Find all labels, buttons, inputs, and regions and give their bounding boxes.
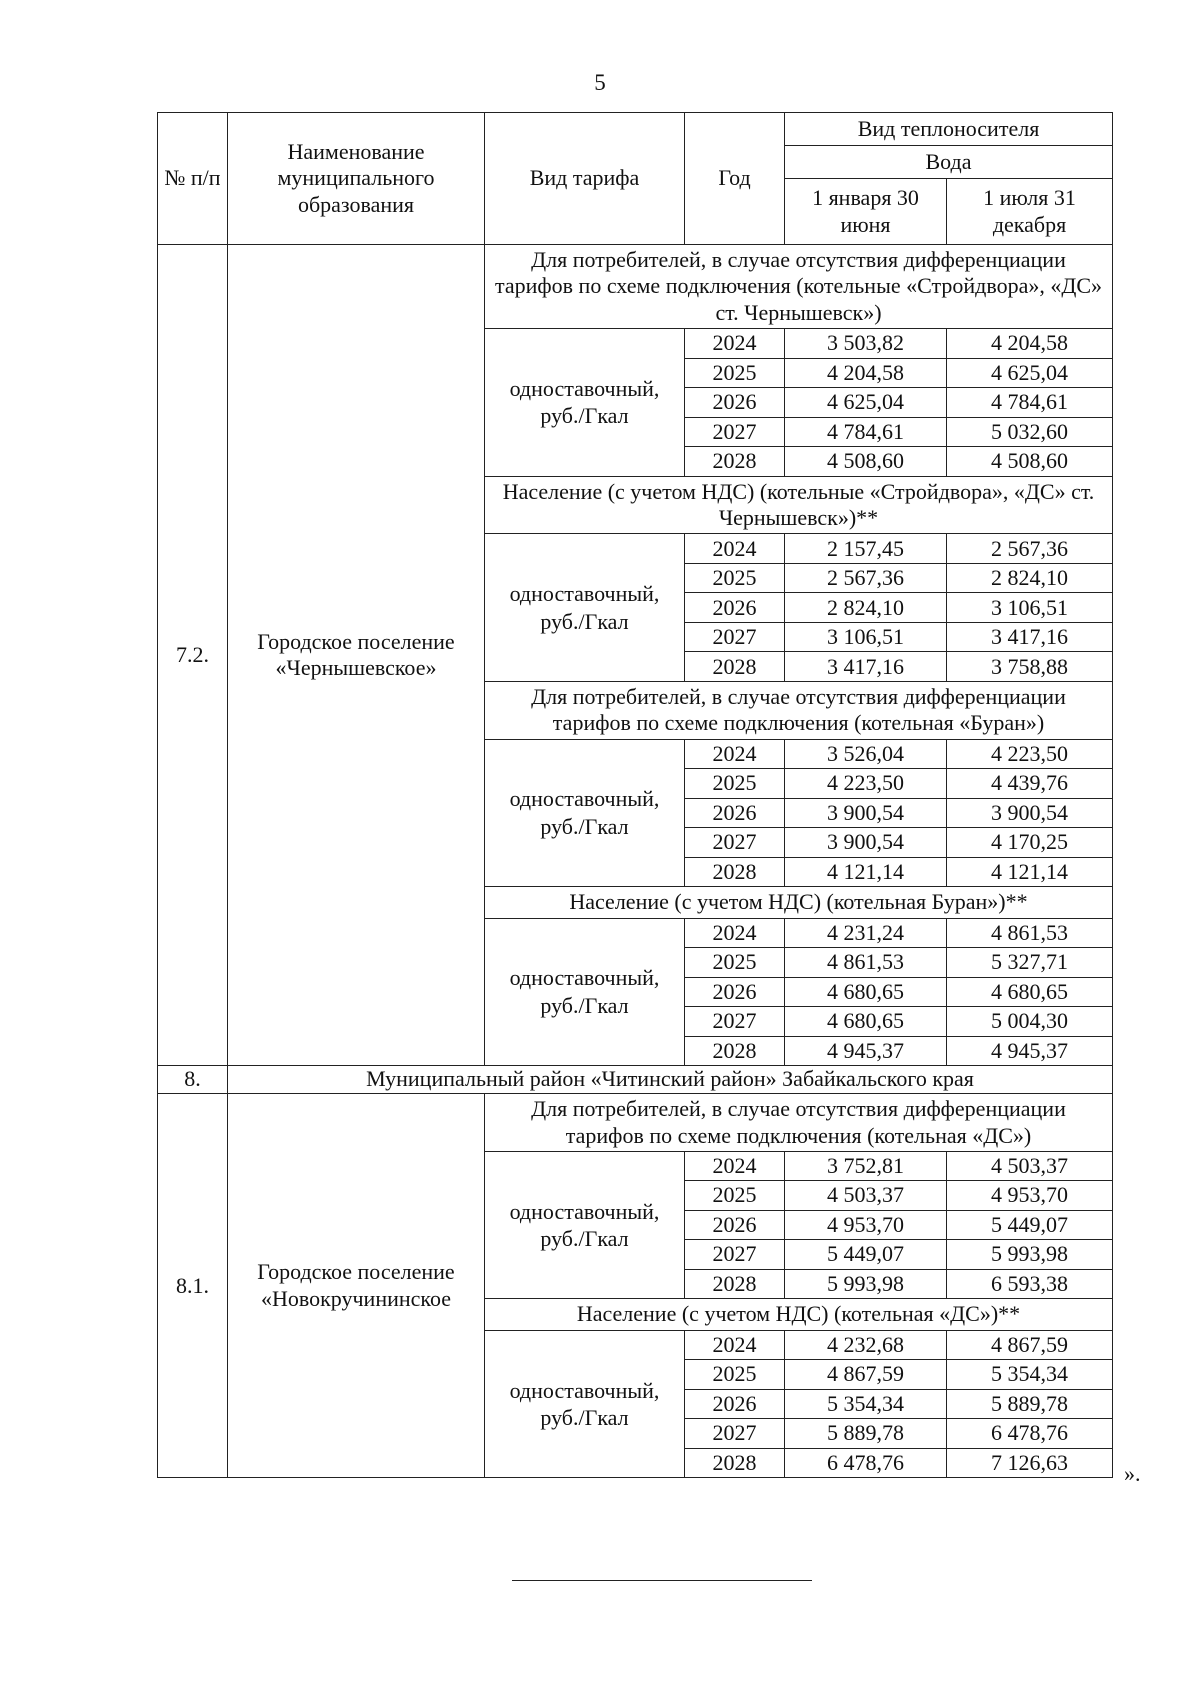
year-cell: 2026 [685,977,785,1007]
tariff-first-half: 4 867,59 [785,1360,947,1390]
year-cell: 2027 [685,1007,785,1037]
tariff-second-half: 4 170,25 [947,828,1113,858]
consumer-group-title: Население (с учетом НДС) (котельные «Стройдвора», «ДС» ст. Чернышевск»)** [485,476,1113,534]
tariff-second-half: 5 889,78 [947,1389,1113,1419]
tariff-second-half: 2 567,36 [947,534,1113,564]
tariff-table [157,112,1113,1478]
tariff-first-half: 3 417,16 [785,652,947,682]
tariff-second-half: 5 449,07 [947,1210,1113,1240]
tariff-type: одноставочный, руб./Гкал [485,534,685,682]
tariff-first-half: 4 503,37 [785,1181,947,1211]
year-cell: 2024 [685,918,785,948]
tariff-second-half: 3 758,88 [947,652,1113,682]
year-cell: 2027 [685,828,785,858]
entry-number: 7.2. [158,245,228,1066]
tariff-first-half: 6 478,76 [785,1448,947,1478]
tariff-first-half: 4 625,04 [785,388,947,418]
tariff-second-half: 4 680,65 [947,977,1113,1007]
tariff-first-half: 3 752,81 [785,1151,947,1181]
tariff-type: одноставочный, руб./Гкал [485,1330,685,1478]
tariff-first-half: 3 900,54 [785,798,947,828]
tariff-second-half: 3 417,16 [947,622,1113,652]
tariff-second-half: 3 900,54 [947,798,1113,828]
year-cell: 2028 [685,652,785,682]
year-cell: 2028 [685,1448,785,1478]
year-cell: 2027 [685,1240,785,1270]
year-cell: 2028 [685,447,785,477]
tariff-second-half: 4 945,37 [947,1036,1113,1066]
year-cell: 2024 [685,534,785,564]
tariff-first-half: 3 106,51 [785,622,947,652]
year-cell: 2026 [685,593,785,623]
page-number: 5 [594,70,606,95]
year-cell: 2026 [685,388,785,418]
header-period-2: 1 июля 31 декабря [947,179,1113,245]
tariff-second-half: 4 861,53 [947,918,1113,948]
tariff-second-half: 4 121,14 [947,857,1113,887]
year-cell: 2028 [685,857,785,887]
header-water: Вода [785,146,1113,179]
tariff-second-half: 4 508,60 [947,447,1113,477]
consumer-group-title: Для потребителей, в случае отсутствия дифференциации тарифов по схеме подключения (котельная «Буран») [485,681,1113,739]
year-cell: 2025 [685,358,785,388]
header-num: № п/п [158,113,228,245]
year-cell: 2025 [685,769,785,799]
tariff-second-half: 4 784,61 [947,388,1113,418]
closing-mark: ». [1124,1461,1141,1486]
tariff-first-half: 3 503,82 [785,329,947,359]
section-header-row [158,1094,1113,1152]
tariff-first-half: 4 231,24 [785,918,947,948]
tariff-second-half: 3 106,51 [947,593,1113,623]
tariff-second-half: 7 126,63 [947,1448,1113,1478]
year-cell: 2024 [685,329,785,359]
tariff-first-half: 4 223,50 [785,769,947,799]
header-tariff-type: Вид тарифа [485,113,685,245]
year-cell: 2024 [685,1330,785,1360]
consumer-group-title: Для потребителей, в случае отсутствия дифференциации тарифов по схеме подключения (котельные «Стройдвора», «ДС» ст. Чернышевск») [485,245,1113,329]
year-cell: 2024 [685,1151,785,1181]
tariff-first-half: 4 945,37 [785,1036,947,1066]
tariff-first-half: 5 889,78 [785,1419,947,1449]
entry-number: 8. [158,1066,228,1094]
year-cell: 2028 [685,1269,785,1299]
tariff-second-half: 4 223,50 [947,739,1113,769]
consumer-group-title: Население (с учетом НДС) (котельная «ДС»)** [485,1299,1113,1330]
tariff-type: одноставочный, руб./Гкал [485,329,685,477]
tariff-first-half: 5 354,34 [785,1389,947,1419]
tariff-second-half: 6 478,76 [947,1419,1113,1449]
entry-number: 8.1. [158,1094,228,1478]
year-cell: 2025 [685,1360,785,1390]
tariff-second-half: 6 593,38 [947,1269,1113,1299]
tariff-first-half: 3 900,54 [785,828,947,858]
tariff-type: одноставочный, руб./Гкал [485,1151,685,1299]
year-cell: 2026 [685,1210,785,1240]
tariff-first-half: 4 784,61 [785,417,947,447]
year-cell: 2028 [685,1036,785,1066]
header-carrier: Вид теплоносителя [785,113,1113,146]
tariff-second-half: 5 993,98 [947,1240,1113,1270]
consumer-group-title: Для потребителей, в случае отсутствия дифференциации тарифов по схеме подключения (котельная «ДС») [485,1094,1113,1152]
municipality-name: Городское поселение «Чернышевское» [228,245,485,1066]
tariff-second-half: 4 867,59 [947,1330,1113,1360]
tariff-second-half: 5 032,60 [947,417,1113,447]
tariff-second-half: 4 625,04 [947,358,1113,388]
consumer-group-title: Население (с учетом НДС) (котельная Буран»)** [485,887,1113,918]
tariff-first-half: 2 824,10 [785,593,947,623]
tariff-first-half: 4 953,70 [785,1210,947,1240]
tariff-first-half: 4 121,14 [785,857,947,887]
tariff-second-half: 2 824,10 [947,563,1113,593]
year-cell: 2024 [685,739,785,769]
tariff-first-half: 4 204,58 [785,358,947,388]
tariff-first-half: 2 157,45 [785,534,947,564]
zone-title: Муниципальный район «Читинский район» Забайкальского края [228,1066,1113,1094]
header-name: Наименование муниципального образования [228,113,485,245]
tariff-first-half: 4 861,53 [785,948,947,978]
year-cell: 2027 [685,1419,785,1449]
tariff-second-half: 4 204,58 [947,329,1113,359]
tariff-first-half: 4 232,68 [785,1330,947,1360]
year-cell: 2025 [685,1181,785,1211]
tariff-second-half: 5 004,30 [947,1007,1113,1037]
tariff-first-half: 2 567,36 [785,563,947,593]
tariff-first-half: 4 680,65 [785,977,947,1007]
year-cell: 2026 [685,798,785,828]
tariff-second-half: 5 354,34 [947,1360,1113,1390]
tariff-type: одноставочный, руб./Гкал [485,739,685,887]
header-row [158,113,1113,146]
year-cell: 2027 [685,417,785,447]
header-period-1: 1 января 30 июня [785,179,947,245]
municipality-name: Городское поселение «Новокручининское [228,1094,485,1478]
tariff-second-half: 4 953,70 [947,1181,1113,1211]
year-cell: 2026 [685,1389,785,1419]
tariff-first-half: 4 508,60 [785,447,947,477]
zone-row [158,1066,1113,1094]
year-cell: 2025 [685,563,785,593]
tariff-first-half: 3 526,04 [785,739,947,769]
footer-divider [512,1580,812,1581]
tariff-second-half: 5 327,71 [947,948,1113,978]
tariff-type: одноставочный, руб./Гкал [485,918,685,1066]
tariff-first-half: 5 993,98 [785,1269,947,1299]
tariff-first-half: 4 680,65 [785,1007,947,1037]
section-header-row [158,245,1113,329]
year-cell: 2027 [685,622,785,652]
year-cell: 2025 [685,948,785,978]
tariff-first-half: 5 449,07 [785,1240,947,1270]
tariff-second-half: 4 503,37 [947,1151,1113,1181]
tariff-second-half: 4 439,76 [947,769,1113,799]
header-year: Год [685,113,785,245]
